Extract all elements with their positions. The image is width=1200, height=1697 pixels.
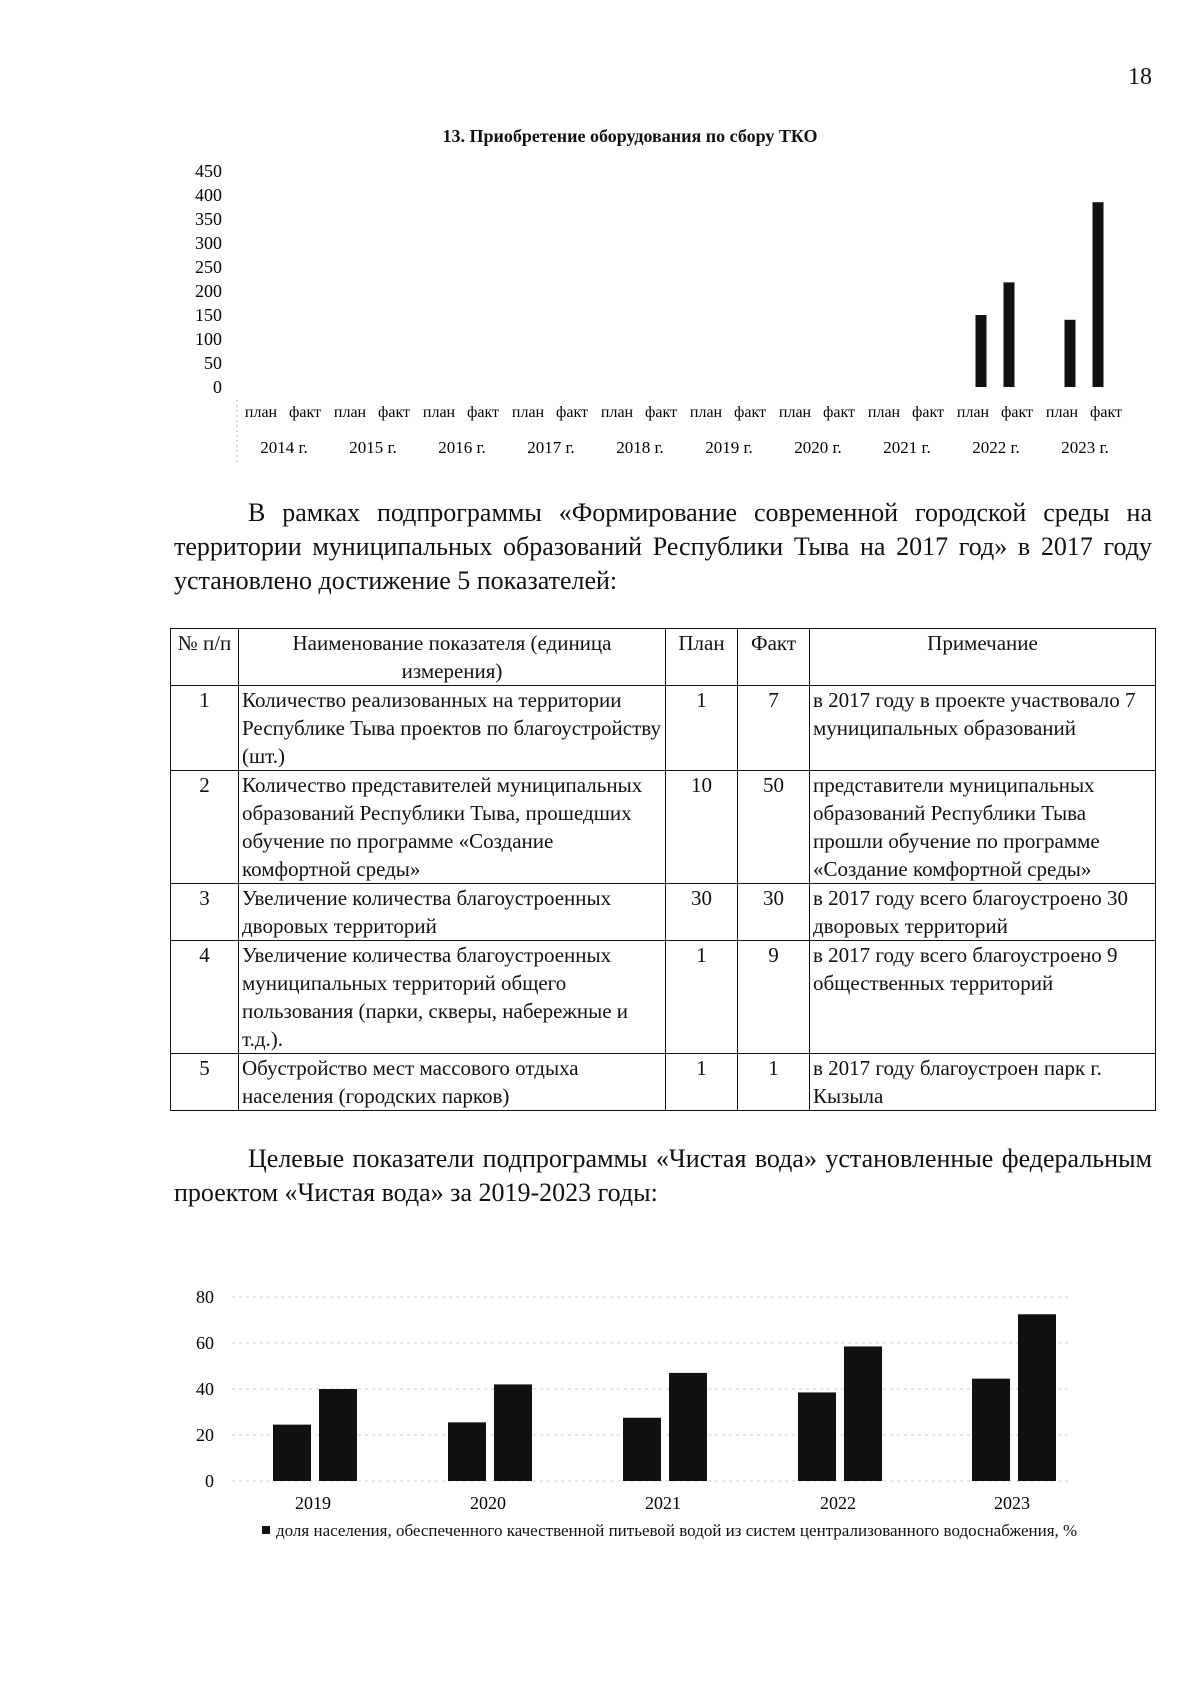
header-fact: Факт — [738, 629, 810, 686]
y-tick-label: 400 — [195, 185, 222, 205]
row-num: 2 — [171, 771, 239, 884]
chart2-legend — [262, 1520, 1092, 1542]
y-tick-label: 80 — [196, 1287, 214, 1307]
row-name: Обустройство мест массового отдыха населения (городских парков) — [239, 1054, 666, 1111]
x-sub-label-plan: план — [956, 404, 990, 421]
row-note: в 2017 году в проекте участвовало 7 муниципальных образований — [810, 686, 1156, 771]
bar-bar-1 — [798, 1392, 836, 1481]
row-num: 1 — [171, 686, 239, 771]
header-num: № п/п — [171, 629, 239, 686]
bar-bar-2 — [669, 1373, 707, 1481]
header-plan: План — [666, 629, 738, 686]
x-tick-label: 2019 — [295, 1493, 331, 1513]
row-fact: 30 — [738, 884, 810, 941]
row-fact: 7 — [738, 686, 810, 771]
bar-bar-1 — [273, 1425, 311, 1481]
x-sub-label-plan: план — [778, 404, 812, 421]
bar-bar-2 — [319, 1389, 357, 1481]
x-sub-label-fact: факт — [911, 404, 945, 421]
x-sub-label-plan: план — [600, 404, 634, 421]
x-year-label: 2019 г. — [705, 438, 753, 457]
x-tick-label: 2020 — [470, 1493, 506, 1513]
row-fact: 50 — [738, 771, 810, 884]
x-sub-label-plan: план — [689, 404, 723, 421]
y-tick-label: 350 — [195, 209, 222, 229]
x-sub-label-plan: план — [333, 404, 367, 421]
x-tick-label: 2021 — [645, 1493, 681, 1513]
x-sub-label-fact: факт — [466, 404, 500, 421]
row-name: Количество реализованных на территории Республике Тыва проектов по благоустройству (шт.) — [239, 686, 666, 771]
row-num: 4 — [171, 941, 239, 1054]
y-tick-label: 450 — [195, 161, 222, 181]
x-tick-label: 2023 — [994, 1493, 1030, 1513]
x-sub-label-fact: факт — [288, 404, 322, 421]
row-num: 5 — [171, 1054, 239, 1111]
x-sub-label-plan: план — [422, 404, 456, 421]
x-sub-label-plan: план — [1045, 404, 1079, 421]
row-name: Количество представителей муниципальных образований Республики Тыва, прошедших обучение по программе «Создание комфортной среды» — [239, 771, 666, 884]
x-sub-label-fact: факт — [1000, 404, 1034, 421]
x-sub-label-fact: факт — [733, 404, 767, 421]
row-fact: 9 — [738, 941, 810, 1054]
x-year-label: 2020 г. — [794, 438, 842, 457]
bar-bar-1 — [448, 1422, 486, 1481]
y-tick-label: 60 — [196, 1333, 214, 1353]
x-year-label: 2018 г. — [616, 438, 664, 457]
y-tick-label: 20 — [196, 1425, 214, 1445]
x-year-label: 2016 г. — [438, 438, 486, 457]
header-note: Примечание — [810, 629, 1156, 686]
row-plan: 1 — [666, 941, 738, 1054]
bar-bar-1 — [972, 1379, 1010, 1481]
x-year-label: 2022 г. — [972, 438, 1020, 457]
bar-bar-2 — [494, 1384, 532, 1481]
y-tick-label: 40 — [196, 1379, 214, 1399]
row-plan: 10 — [666, 771, 738, 884]
paragraph-1-text: В рамках подпрограммы «Формирование современной городской среды на территории муниципальных образований Республики Тыва на 2017 год» в 2017 году установлено достижение 5 показателей: — [174, 498, 1152, 595]
y-tick-label: 100 — [195, 329, 222, 349]
row-plan: 30 — [666, 884, 738, 941]
x-sub-label-plan: план — [867, 404, 901, 421]
row-num: 3 — [171, 884, 239, 941]
row-plan: 1 — [666, 686, 738, 771]
y-tick-label: 150 — [195, 305, 222, 325]
x-sub-label-fact: факт — [377, 404, 411, 421]
x-tick-label: 2022 — [820, 1493, 856, 1513]
y-tick-label: 0 — [205, 1471, 214, 1491]
header-name: Наименование показателя (единица измерения) — [239, 629, 666, 686]
x-sub-label-fact: факт — [555, 404, 589, 421]
x-year-label: 2017 г. — [527, 438, 575, 457]
x-year-label: 2021 г. — [883, 438, 931, 457]
row-note: в 2017 году всего благоустроено 30 дворовых территорий — [810, 884, 1156, 941]
bar-bar-2 — [1018, 1314, 1056, 1481]
row-fact: 1 — [738, 1054, 810, 1111]
x-year-label: 2015 г. — [349, 438, 397, 457]
row-plan: 1 — [666, 1054, 738, 1111]
x-sub-label-fact: факт — [822, 404, 856, 421]
chart1-title: 13. Приобретение оборудования по сбору ТКО — [442, 126, 818, 146]
x-year-label: 2023 г. — [1061, 438, 1109, 457]
bar-bar-1 — [623, 1418, 661, 1481]
row-note: в 2017 году всего благоустроено 9 общественных территорий — [810, 941, 1156, 1054]
x-sub-label-fact: факт — [1089, 404, 1123, 421]
paragraph-2-text: Целевые показатели подпрограммы «Чистая вода» установленные федеральным проектом «Чистая вода» за 2019-2023 годы: — [174, 1144, 1152, 1207]
y-tick-label: 200 — [195, 281, 222, 301]
x-sub-label-plan: план — [244, 404, 278, 421]
bar-bar-2 — [844, 1346, 882, 1481]
y-tick-label: 50 — [204, 353, 222, 373]
x-year-label: 2014 г. — [260, 438, 308, 457]
y-tick-label: 250 — [195, 257, 222, 277]
x-sub-label-plan: план — [511, 404, 545, 421]
x-sub-label-fact: факт — [644, 404, 678, 421]
y-tick-label: 0 — [213, 377, 222, 397]
chart2-legend-text: доля населения, обеспеченного качественной питьевой водой из систем централизованного водоснабжения, % — [276, 1521, 1078, 1540]
row-note: в 2017 году благоустроен парк г. Кызыла — [810, 1054, 1156, 1111]
row-name: Увеличение количества благоустроенных муниципальных территорий общего пользования (парки, скверы, набережные и т.д.). — [239, 941, 666, 1054]
row-name: Увеличение количества благоустроенных дворовых территорий — [239, 884, 666, 941]
legend-swatch — [262, 1526, 270, 1534]
row-note: представители муниципальных образований Республики Тыва прошли обучение по программе «Создание комфортной среды» — [810, 771, 1156, 884]
y-tick-label: 300 — [195, 233, 222, 253]
page-number: 18 — [1128, 64, 1152, 90]
